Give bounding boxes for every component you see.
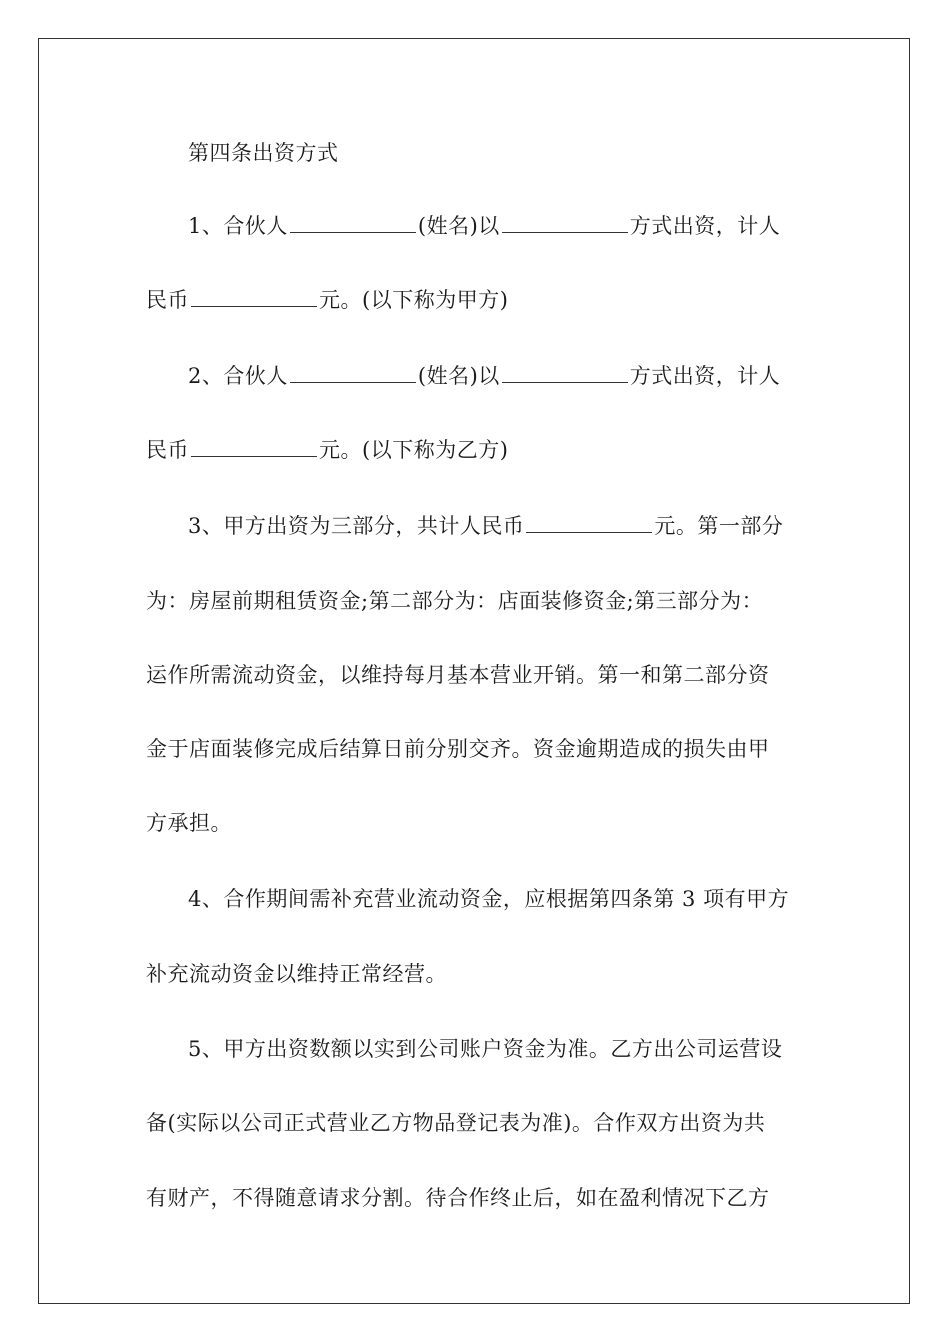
item-5-line-3: 有财产，不得随意请求分割。待合作终止后，如在盈利情况下乙方: [146, 1186, 770, 1210]
item-1-line-2: [146, 285, 806, 315]
item-3-line-2: 为：房屋前期租赁资金;第二部分为：店面装修资金;第三部分为：: [146, 589, 764, 613]
item-2-line-1: [188, 361, 848, 391]
item-5-line-1: 5、甲方出资数额以实到公司账户资金为准。乙方出公司运营设: [188, 1037, 783, 1061]
item-2-text-a: 2、合伙人: [188, 364, 288, 388]
item-4-line-2: 补充流动资金以维持正常经营。: [146, 962, 447, 986]
amount-blank-3[interactable]: [526, 514, 652, 533]
item-1-text-b: (姓名)以: [417, 214, 500, 238]
amount-blank-2[interactable]: [191, 438, 317, 457]
item-2-line-2: [146, 435, 806, 465]
item-3-line-4: 金于店面装修完成后结算日前分别交齐。资金逾期造成的损失由甲: [146, 737, 770, 761]
item-3-line-5: 方承担。: [146, 811, 232, 835]
item-2-text-d: 民币: [146, 438, 189, 462]
item-3-text-a: 3、甲方出资为三部分，共计人民币: [188, 514, 525, 538]
partner-name-blank-1[interactable]: [290, 214, 416, 233]
contribution-method-blank-1[interactable]: [502, 214, 628, 233]
item-1-line-1: [188, 211, 848, 241]
item-5-line-2: 备(实际以公司正式营业乙方物品登记表为准)。合作双方出资为共: [146, 1111, 766, 1135]
article-heading: 第四条出资方式: [188, 141, 339, 165]
item-2-text-e: 元。(以下称为乙方): [319, 438, 509, 462]
item-3-text-b: 元。第一部分: [654, 514, 784, 538]
contribution-method-blank-2[interactable]: [502, 364, 628, 383]
amount-blank-1[interactable]: [191, 288, 317, 307]
item-2-text-c: 方式出资，计人: [629, 364, 781, 388]
item-2-text-b: (姓名)以: [417, 364, 500, 388]
item-3-line-3: 运作所需流动资金，以维持每月基本营业开销。第一和第二部分资: [146, 663, 770, 687]
item-1-text-c: 方式出资，计人: [629, 214, 781, 238]
item-1-text-e: 元。(以下称为甲方): [319, 288, 509, 312]
partner-name-blank-2[interactable]: [290, 364, 416, 383]
item-1-text-d: 民币: [146, 288, 189, 312]
item-3-line-1: [188, 511, 848, 541]
item-1-text-a: 1、合伙人: [188, 214, 288, 238]
item-4-line-1: 4、合作期间需补充营业流动资金，应根据第四条第 3 项有甲方: [188, 887, 790, 911]
